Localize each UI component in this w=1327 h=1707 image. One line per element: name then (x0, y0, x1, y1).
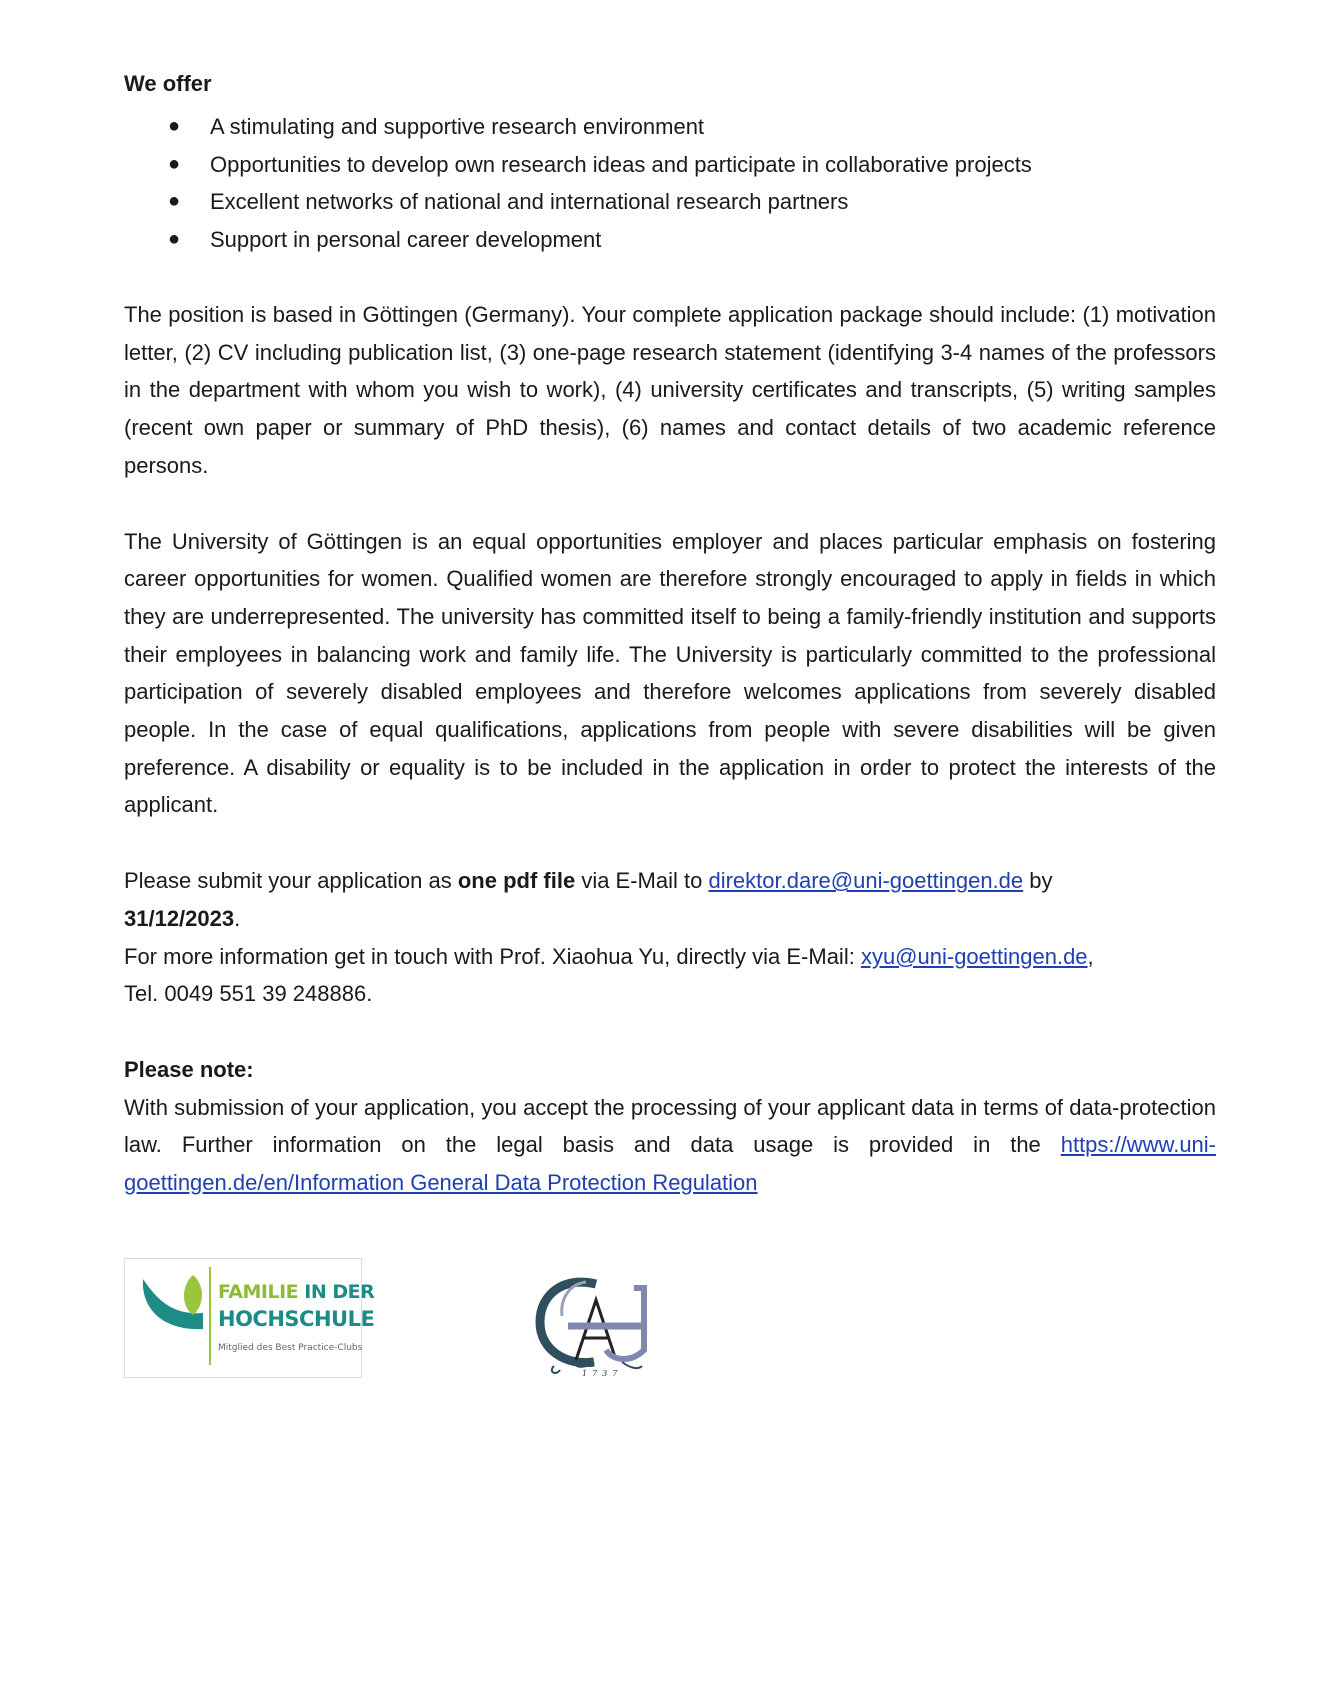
contact-info-text: For more information get in touch with Prof. Xiaohua Yu, directly via E-Mail: (124, 943, 855, 969)
submission-via-text: via E-Mail to (581, 868, 703, 894)
contact-email-link[interactable]: xyu@uni-goettingen.de (860, 943, 1088, 969)
data-protection-link[interactable]: https://www.uni-goettingen.de/en/Information General Data Protection Regulation (124, 1132, 1216, 1196)
logo-tagline: Mitglied des Best Practice-Clubs (218, 1343, 363, 1353)
phone-number: Tel. 0049 551 39 248886. (124, 981, 373, 1007)
submission-by-text: by (1029, 868, 1053, 894)
equal-opportunities-paragraph: The University of Göttingen is an equal opportunities employer and places particular emphasis on fostering career opportunities for women. Qualified women are therefore strongly encouraged to apply in fields in which they are underrepresented. The university has committed itself to being a family-friendly institution and supports their employees in balancing work and family life. The University is particularly committed to the professional participation of severely disabled employees and therefore welcomes applications from severely disabled people. In the case of equal qualifications, applications from people with severe disabilities will be given preference. A disability or equality is to be included in the application in order to protect the interests of the applicant. (124, 528, 1216, 818)
submission-text: Please submit your application as (124, 868, 452, 894)
leaf-icon (141, 1273, 207, 1335)
university-seal-logo (534, 1270, 650, 1382)
logo-line-1: FAMILIE IN DER (218, 1281, 375, 1303)
bullet-icon: ● (168, 115, 181, 137)
offer-list-item (124, 108, 1216, 146)
note-text: With submission of your application, you accept the processing of your applicant data in terms of data-protection law. Further information on the legal basis and data usage is provided in the (124, 1094, 1216, 1158)
note-heading: Please note: (124, 1056, 254, 1082)
bullet-icon: ● (168, 152, 181, 175)
seal-year: 1737 (582, 1369, 623, 1378)
document-page (124, 70, 1216, 1202)
note-paragraph (124, 1051, 1216, 1202)
divider (209, 1267, 211, 1365)
offer-item-text: Opportunities to develop own research ideas and participate in collaborative projects (210, 151, 1032, 177)
offer-list-item (124, 183, 1216, 221)
logo-line-2: HOCHSCHULE (218, 1307, 375, 1331)
offer-list-item (124, 221, 1216, 259)
logos-row (124, 1258, 1024, 1388)
application-email-link[interactable]: direktor.dare@uni-goettingen.de (708, 868, 1024, 894)
familie-in-der-hochschule-logo (124, 1258, 375, 1378)
offer-item-text: Support in personal career development (210, 226, 602, 252)
submission-format: one pdf file (457, 868, 576, 894)
offer-item-text: A stimulating and supportive research environment (210, 114, 705, 139)
deadline: 31/12/2023 (124, 905, 235, 931)
offer-item-text: Excellent networks of national and international research partners (210, 189, 849, 214)
bullet-icon: ● (168, 227, 181, 250)
position-paragraph: The position is based in Göttingen (Germany). Your complete application package should include: (1) motivation letter, (2) CV including publication list, (3) one-page research statement (identifying 3-4 names of the professors in the department with whom you wish to work), (4) university certificates and transcripts, (5) writing samples (recent own paper or summary of PhD thesis), (6) names and contact details of two academic reference persons. (124, 302, 1216, 478)
submission-paragraph: Please submit your application as one pdf file via E-Mail to direktor.dare@uni-goettingen.de by 31/12/2023. For more information get in touch with Prof. Xiaohua Yu, directly via E-Mail: xyu@uni-goettingen.de, Tel. 0049 551 39 248886. (124, 868, 1094, 1007)
offer-heading: We offer (124, 71, 212, 96)
bullet-icon: ● (168, 190, 181, 212)
offer-list (124, 108, 1216, 258)
offer-list-item (124, 146, 1216, 184)
